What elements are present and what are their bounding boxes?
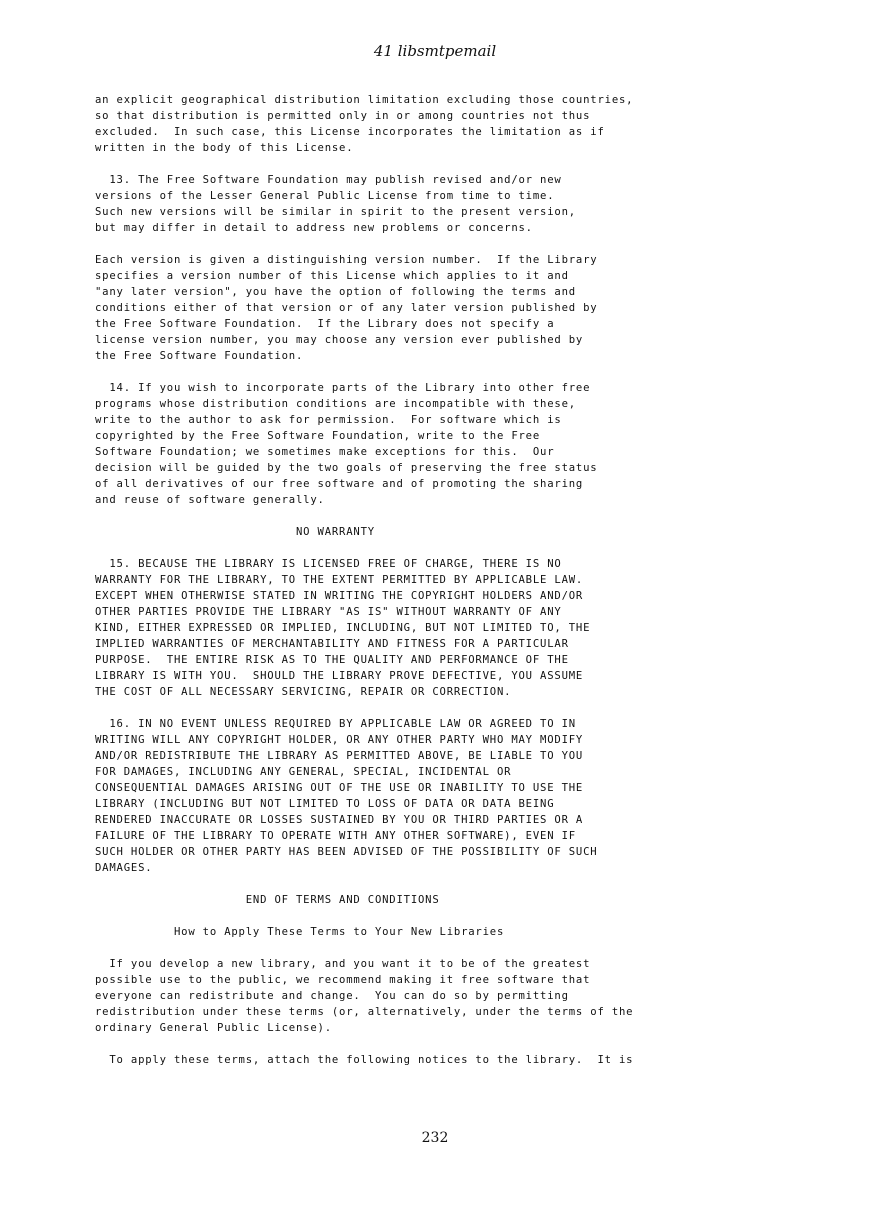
page-number: 232: [421, 1130, 449, 1146]
license-text: an explicit geographical distribution limitation excluding those countries, so that distribution is permitted only in or among countries not thus excluded. In such case, this License incorporates the limitation as if written in the body of this License. 13. The Free Software Foundation may publish revised and/or new versions of the Lesser General Public License from time to time. Such new versions will be similar in spirit to the present version, but may differ in detail to address new problems or concerns. Each version is given a distinguishing version number. If the Library specifies a version number of this License which applies to it and "any later version", you have the option of following the terms and conditions either of that version or of any later version published by the Free Software Foundation. If the Library does not specify a license version number, you may choose any version ever published by the Free Software Foundation. 14. If you wish to incorporate parts of the Library into other free programs whose distribution conditions are incompatible with these, write to the author to ask for permission. For software which is copyrighted by the Free Software Foundation, write to the Free Software Foundation; we sometimes make exceptions for this. Our decision will be guided by the two goals of preserving the free status of all derivatives of our free software and of promoting the sharing and reuse of software generally. NO WARRANTY 15. BECAUSE THE LIBRARY IS LICENSED FREE OF CHARGE, THERE IS NO WARRANTY FOR THE LIBRARY, TO THE EXTENT PERMITTED BY APPLICABLE LAW. EXCEPT WHEN OTHERWISE STATED IN WRITING THE COPYRIGHT HOLDERS AND/OR OTHER PARTIES PROVIDE THE LIBRARY "AS IS" WITHOUT WARRANTY OF ANY KIND, EITHER EXPRESSED OR IMPLIED, INCLUDING, BUT NOT LIMITED TO, THE IMPLIED WARRANTIES OF MERCHANTABILITY AND FITNESS FOR A PARTICULAR PURPOSE. THE ENTIRE RISK AS TO THE QUALITY AND PERFORMANCE OF THE LIBRARY IS WITH YOU. SHOULD THE LIBRARY PROVE DEFECTIVE, YOU ASSUME THE COST OF ALL NECESSARY SERVICING, REPAIR OR CORRECTION. 16. IN NO EVENT UNLESS REQUIRED BY APPLICABLE LAW OR AGREED TO IN WRITING WILL ANY COPYRIGHT HOLDER, OR ANY OTHER PARTY WHO MAY MODIFY AND/OR REDISTRIBUTE THE LIBRARY AS PERMITTED ABOVE, BE LIABLE TO YOU FOR DAMAGES, INCLUDING ANY GENERAL, SPECIAL, INCIDENTAL OR CONSEQUENTIAL DAMAGES ARISING OUT OF THE USE OR INABILITY TO USE THE LIBRARY (INCLUDING BUT NOT LIMITED TO LOSS OF DATA OR DATA BEING RENDERED INACCURATE OR LOSSES SUSTAINED BY YOU OR THIRD PARTIES OR A FAILURE OF THE LIBRARY TO OPERATE WITH ANY OTHER SOFTWARE), EVEN IF SUCH HOLDER OR OTHER PARTY HAS BEEN ADVISED OF THE POSSIBILITY OF SUCH DAMAGES. END OF TERMS AND CONDITIONS How to Apply These Terms to Your New Libraries If you develop a new library, and you want it to be of the greatest possible use to the public, we recommend making it free software that everyone can redistribute and change. You can do so by permitting redistribution under these terms (or, alternatively, under the terms of the ordinary General Public License). To apply these terms, attach the following notices to the library. It is: [95, 94, 634, 1066]
running-header: 41 libsmtpemail: [373, 42, 497, 60]
